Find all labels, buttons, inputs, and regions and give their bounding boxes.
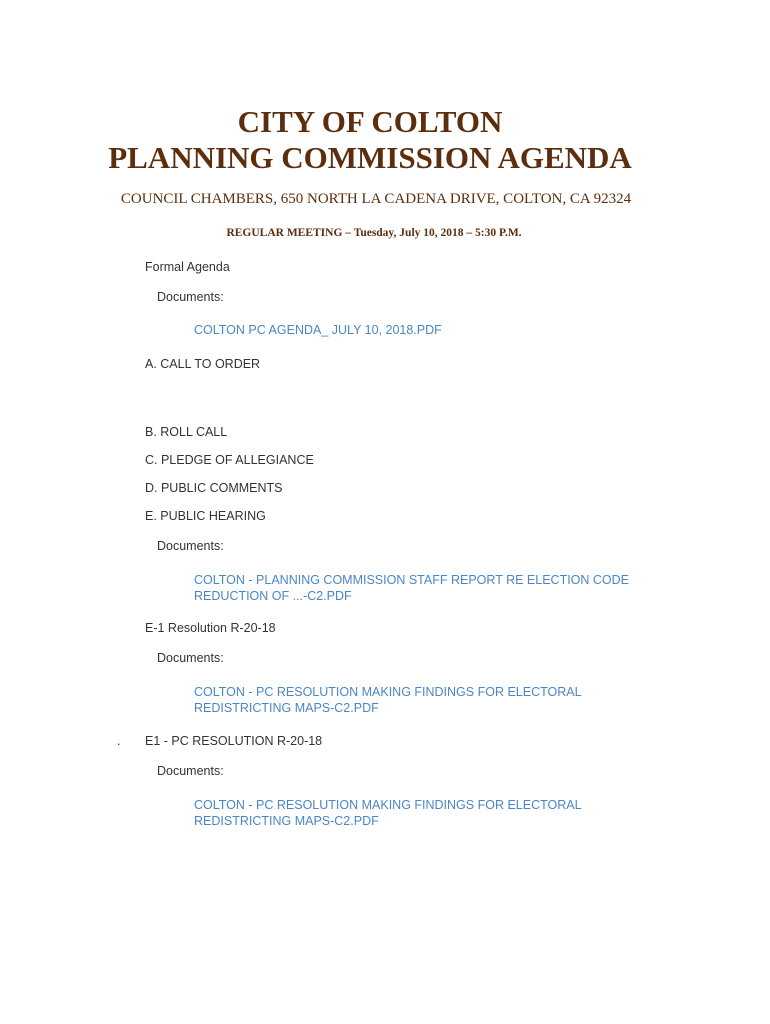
link-line[interactable]: COLTON - PC RESOLUTION MAKING FINDINGS FOR ELECTORAL [194, 685, 582, 699]
documents-label: Documents: [157, 764, 224, 778]
documents-label: Documents: [157, 539, 224, 553]
link-line[interactable]: REDISTRICTING MAPS-C2.PDF [194, 814, 379, 828]
item-e1-resolution: E-1 Resolution R-20-18 [145, 621, 276, 635]
staff-report-pdf-link[interactable] [194, 572, 629, 604]
resolution-pdf-link[interactable] [194, 684, 582, 716]
link-line[interactable]: COLTON - PLANNING COMMISSION STAFF REPORT RE ELECTION CODE [194, 573, 630, 587]
documents-label: Documents: [157, 290, 224, 304]
item-pledge: C. PLEDGE OF ALLEGIANCE [145, 453, 314, 467]
title-agenda: PLANNING COMMISSION AGENDA [108, 140, 632, 175]
item-e1-pc-resolution: E1 - PC RESOLUTION R-20-18 [145, 734, 323, 748]
link-line[interactable]: REDISTRICTING MAPS-C2.PDF [194, 701, 379, 715]
title-city: CITY OF COLTON [237, 104, 503, 139]
meeting-date: REGULAR MEETING – Tuesday, July 10, 2018 – 5:30 P.M. [226, 227, 522, 239]
item-call-to-order: A. CALL TO ORDER [145, 357, 261, 371]
item-public-hearing: E. PUBLIC HEARING [145, 509, 266, 523]
documents-label: Documents: [157, 651, 224, 665]
formal-agenda-label: Formal Agenda [145, 260, 230, 274]
resolution-pdf-link-2[interactable] [194, 797, 582, 829]
list-bullet: . [117, 734, 121, 748]
item-public-comments: D. PUBLIC COMMENTS [145, 481, 283, 495]
link-line[interactable]: REDUCTION OF ...-C2.PDF [194, 589, 352, 603]
agenda-pdf-link[interactable]: COLTON PC AGENDA_ JULY 10, 2018.PDF [194, 323, 442, 337]
link-line[interactable]: COLTON - PC RESOLUTION MAKING FINDINGS FOR ELECTORAL [194, 798, 582, 812]
item-roll-call: B. ROLL CALL [145, 425, 228, 439]
meeting-address: COUNCIL CHAMBERS, 650 NORTH LA CADENA DRIVE, COLTON, CA 92324 [120, 191, 632, 207]
